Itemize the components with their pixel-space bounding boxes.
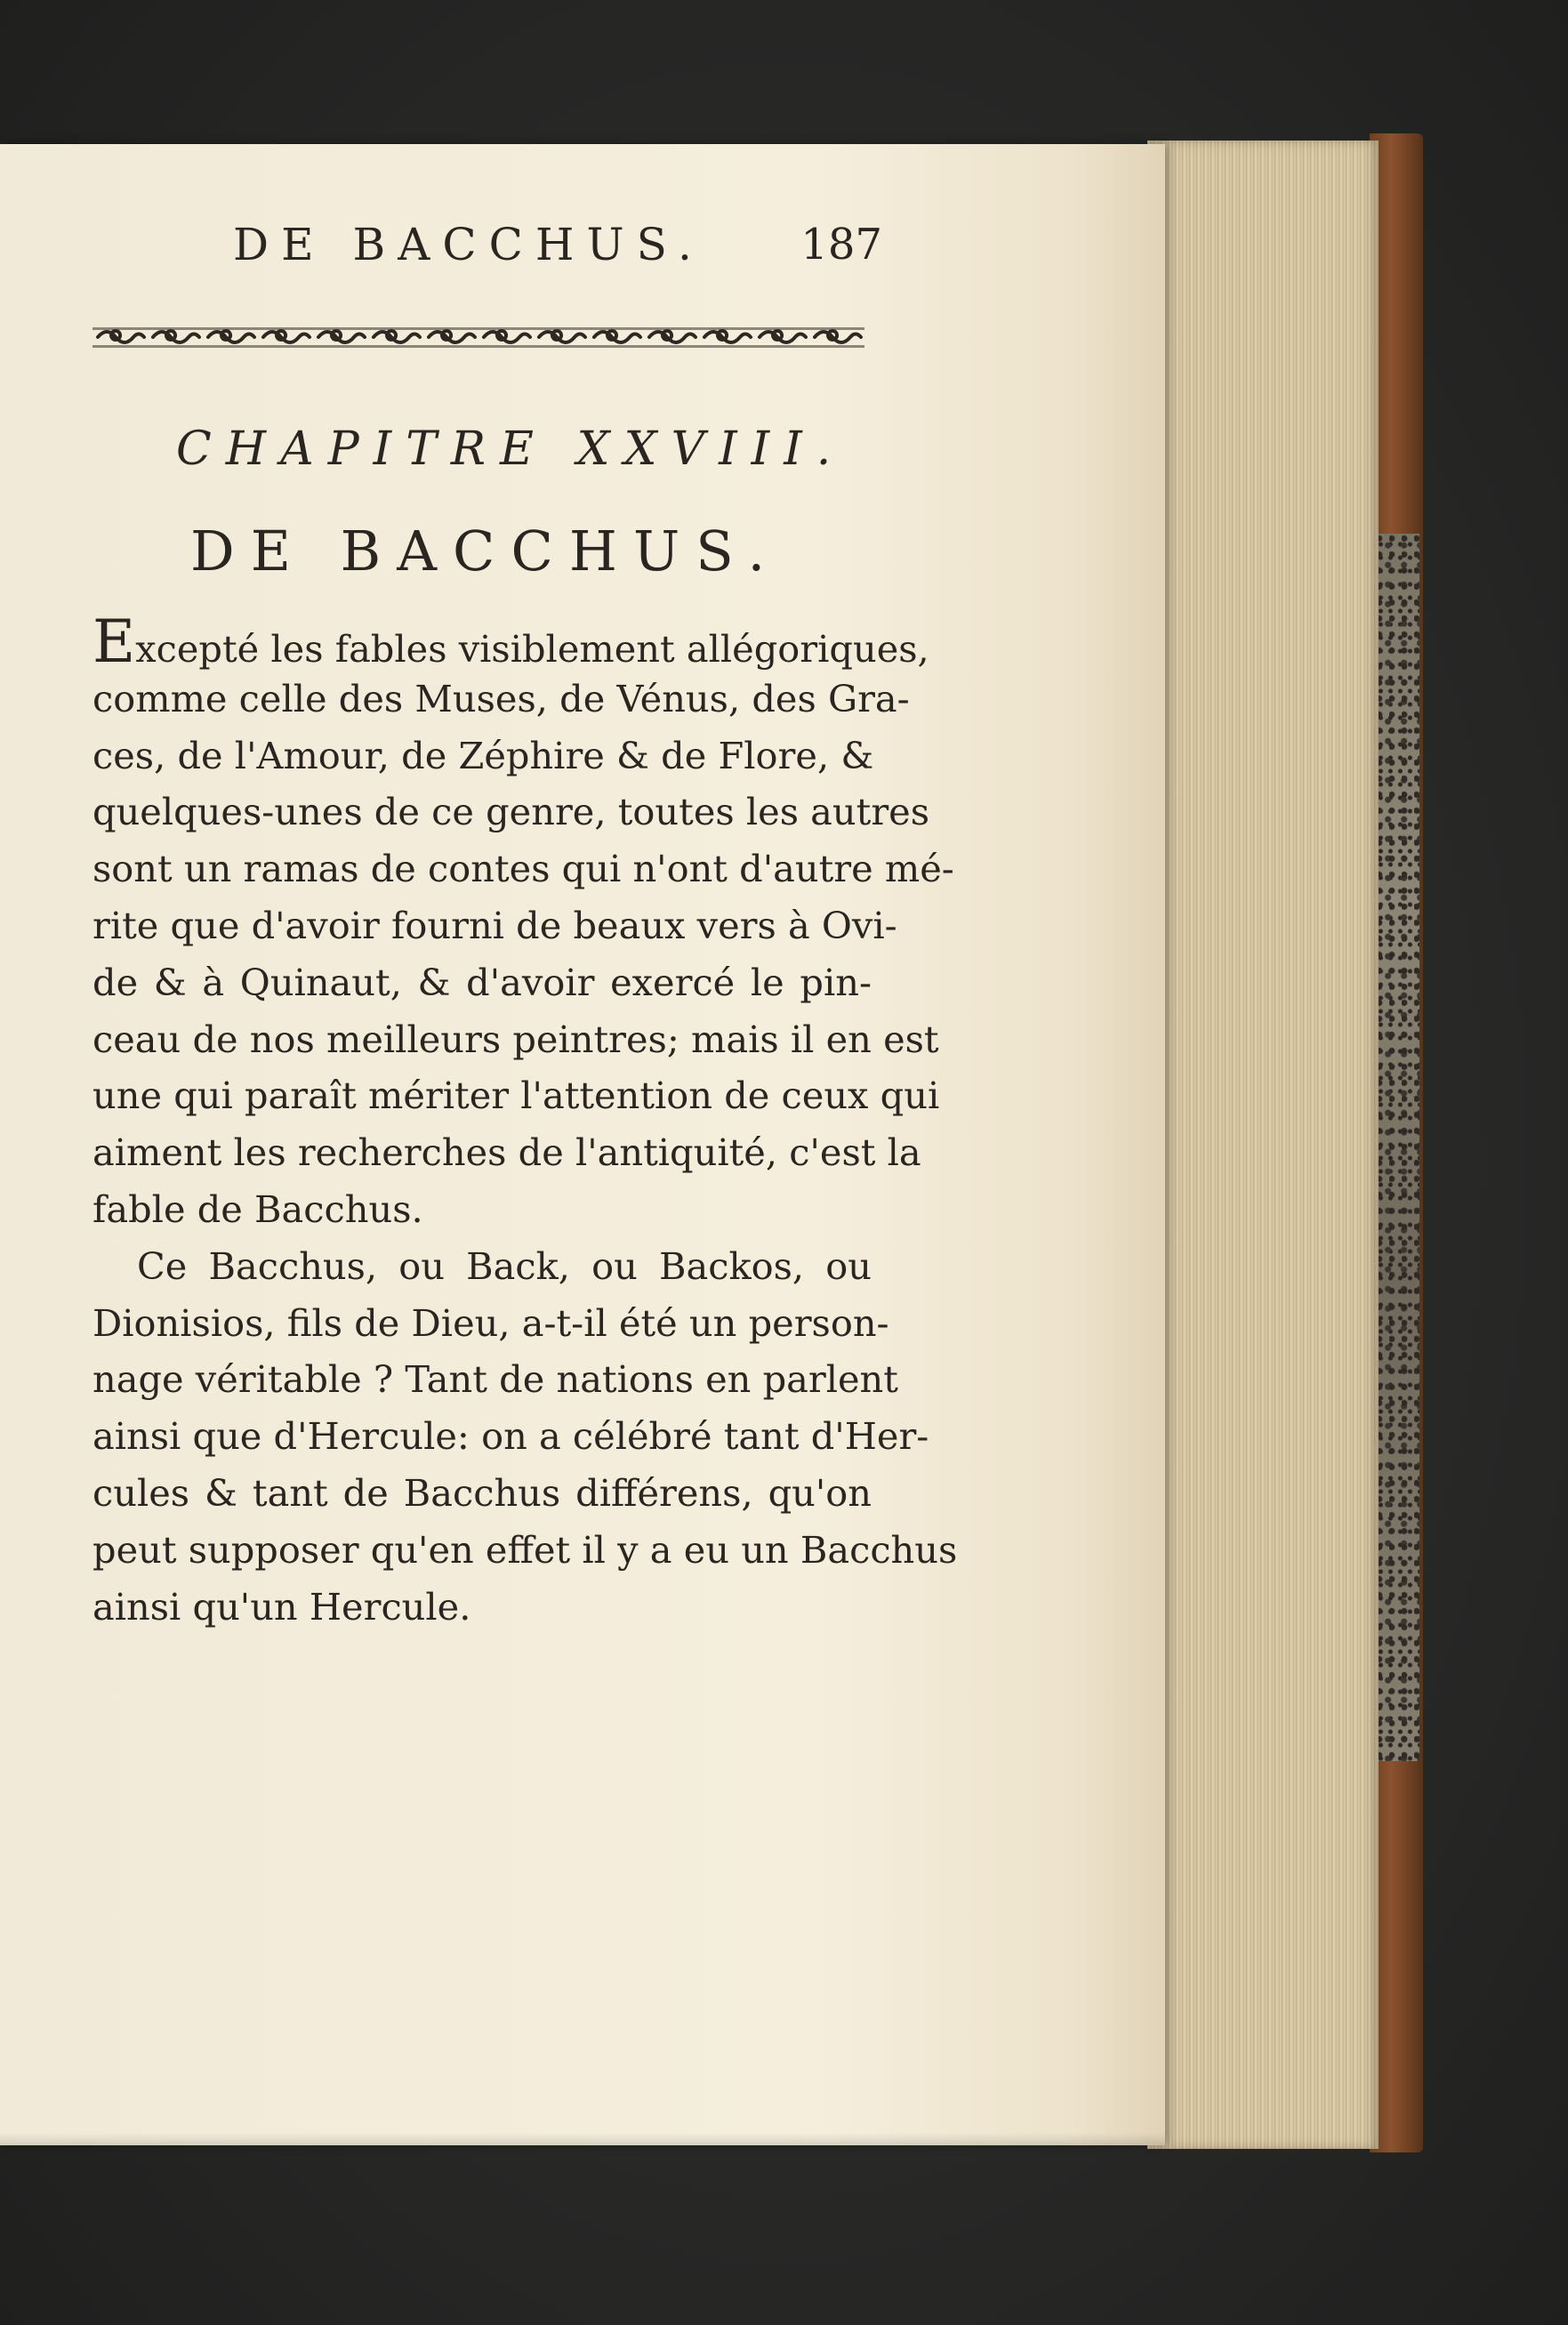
drop-cap: E xyxy=(92,607,136,676)
text-line: ainsi qu'un Hercule. xyxy=(92,1584,471,1629)
text-line: aiment les recherches de l'antiquité, c'est la xyxy=(92,1130,921,1175)
text-line: une qui paraît mériter l'attention de ceux qui xyxy=(92,1074,940,1118)
text-line: nage véritable ? Tant de nations en parlent xyxy=(92,1357,898,1402)
text-line: fable de Bacchus. xyxy=(92,1187,423,1231)
text-line: Excepté les fables visiblement allégoriques, xyxy=(92,607,929,676)
text-line: de & à Quinaut, & d'avoir exercé le pin- xyxy=(92,960,872,1004)
chapter-label: CHAPITRE XXVIII. xyxy=(176,422,846,476)
text-line: rite que d'avoir fourni de beaux vers à Ovi- xyxy=(92,903,897,947)
text-line: sont un ramas de contes qui n'ont d'autre mé- xyxy=(92,847,954,891)
text-line: comme celle des Muses, de Vénus, des Gra- xyxy=(92,676,910,720)
chapter-title: DE BACCHUS. xyxy=(190,519,782,583)
text-line: Ce Bacchus, ou Back, ou Backos, ou xyxy=(137,1243,872,1288)
text-line: Dionisios, fils de Dieu, a-t-il été un person- xyxy=(92,1300,889,1345)
text-line: ceau de nos meilleurs peintres; mais il en est xyxy=(92,1017,939,1061)
text-line: cules & tant de Bacchus différens, qu'on xyxy=(92,1470,872,1515)
text-line: ces, de l'Amour, de Zéphire & de Flore, & xyxy=(92,733,874,777)
running-head xyxy=(233,213,882,276)
page-number: 187 xyxy=(800,220,882,270)
body-text xyxy=(92,607,958,1635)
marbled-cover-panel xyxy=(1377,534,1419,1761)
floral-ornament-band-icon xyxy=(92,318,864,356)
text-line: quelques-unes de ce genre, toutes les autres xyxy=(92,790,930,834)
text-line: ainsi que d'Hercule: on a célébré tant d'Her- xyxy=(92,1414,929,1459)
running-title: DE BACCHUS. xyxy=(233,219,704,270)
page-fore-edge xyxy=(1147,141,1379,2149)
text-line: peut supposer qu'en effet il y a eu un Bacchus xyxy=(92,1527,958,1572)
